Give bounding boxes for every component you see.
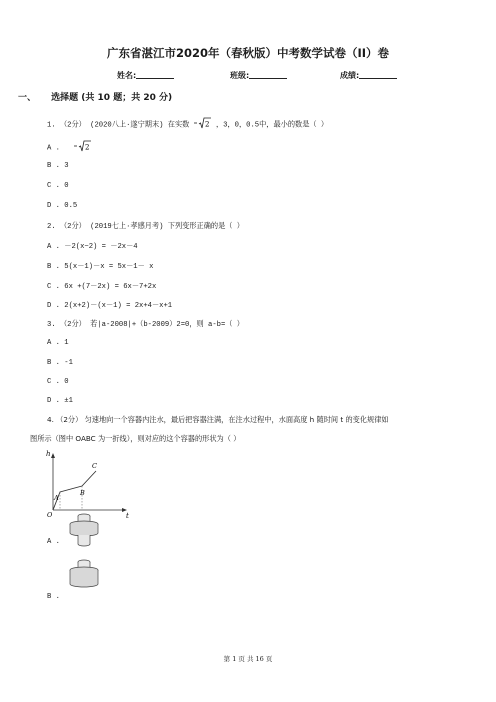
- score-field: [340, 70, 397, 81]
- option-label: C .: [47, 283, 60, 291]
- option-label: A .: [47, 538, 60, 546]
- question-2-option-d[interactable]: [47, 300, 172, 310]
- option-label: D .: [47, 302, 60, 310]
- option-label: A .: [47, 339, 60, 347]
- option-text: 2(x+2)－(x－1) = 2x+4－x+1: [64, 302, 173, 310]
- graph-label-o: O: [47, 511, 53, 519]
- negative-sqrt-formula: [74, 140, 92, 155]
- question-1-option-a[interactable]: [47, 140, 92, 155]
- option-text: 5(x－1)－x = 5x－1－ x: [64, 263, 154, 271]
- oabc-polyline: [53, 471, 96, 510]
- question-3-option-d[interactable]: [47, 397, 73, 405]
- option-text: 3: [64, 162, 69, 170]
- graph-label-a: A: [54, 494, 59, 502]
- class-field: [230, 70, 287, 81]
- question-4-stem-line-1: 4. （2分） 匀速地向一个容器内注水，最后把容器注满，在注水过程中，水面高度 h 随时间 t 的变化规律如: [47, 415, 389, 424]
- question-3-option-c[interactable]: [47, 378, 69, 386]
- question-4-option-b[interactable]: [47, 593, 60, 601]
- question-3-stem: 3. （2分） 若|a-2008|+（b-2009）2=0，则 a-b=（ ）: [47, 321, 244, 329]
- question-1-stem: [47, 117, 328, 132]
- option-label: D .: [47, 397, 60, 405]
- class-blank: [249, 70, 287, 79]
- question-1-stem-start: 1. （2分） (2020八上·遂宁期末) 在实数: [47, 121, 190, 130]
- graph-label-b: B: [80, 489, 85, 497]
- negative-sqrt-formula: [194, 117, 212, 132]
- page-footer: 第 1 页 共 16 页: [223, 655, 273, 663]
- score-blank: [359, 70, 397, 79]
- score-label: 成绩:: [340, 71, 360, 80]
- question-4-stem-line-2: 图所示（图中 OABC 为一折线），则对应的这个容器的形状为（ ）: [30, 434, 241, 443]
- name-label: 姓名:: [117, 71, 137, 80]
- question-2-option-c[interactable]: [47, 281, 156, 291]
- option-label: D .: [47, 202, 60, 210]
- question-2-stem: 2. （2分） (2019七上·孝感月考) 下列变形正确的是（ ）: [47, 223, 244, 231]
- option-text: 1: [64, 339, 69, 347]
- h-axis-arrow-icon: [51, 453, 55, 458]
- question-1-option-b[interactable]: [47, 162, 69, 170]
- option-label: B .: [47, 162, 60, 170]
- option-text: 0.5: [64, 202, 78, 210]
- sqrt-radicand: 2: [85, 143, 90, 152]
- section-number: 一、: [18, 93, 37, 103]
- question-2-option-b[interactable]: [47, 261, 153, 271]
- section-heading: [18, 90, 172, 103]
- option-label: C .: [47, 182, 60, 190]
- option-text: ±1: [64, 397, 73, 405]
- question-1-option-c[interactable]: [47, 182, 69, 190]
- question-3-option-b[interactable]: [47, 359, 73, 367]
- option-label: C .: [47, 378, 60, 386]
- name-blank: [136, 70, 174, 79]
- class-label: 班级:: [230, 71, 250, 80]
- option-label: B .: [47, 359, 60, 367]
- question-1-stem-end: ，3，0，0.5中，最小的数是（ ）: [215, 121, 329, 130]
- graph-label-t: t: [126, 512, 129, 520]
- question-1-option-d[interactable]: [47, 202, 77, 210]
- graph-label-h: h: [46, 450, 51, 458]
- section-text: 选择题 (共 10 题；共 20 分): [51, 93, 173, 103]
- name-field: [117, 70, 174, 81]
- container-figure-a: [64, 511, 104, 555]
- question-3-option-a[interactable]: [47, 339, 69, 347]
- question-4-option-a[interactable]: [47, 538, 60, 546]
- option-text: -1: [64, 359, 73, 367]
- option-label: A .: [47, 144, 60, 153]
- option-label: B .: [47, 593, 60, 601]
- sqrt-radicand: 2: [204, 120, 210, 129]
- option-label: B .: [47, 263, 60, 271]
- option-label: A .: [47, 243, 60, 251]
- question-2-option-a[interactable]: [47, 241, 138, 251]
- page-title: 广东省湛江市2020年（春秋版）中考数学试卷（II）卷: [106, 46, 390, 60]
- graph-label-c: C: [92, 462, 97, 470]
- container-figure-b: [64, 557, 104, 601]
- option-text: 0: [64, 182, 69, 190]
- option-text: －2(x−2) = －2x－4: [64, 243, 138, 251]
- option-text: 0: [64, 378, 69, 386]
- option-text: 6x +(7－2x) = 6x－7+2x: [64, 283, 157, 291]
